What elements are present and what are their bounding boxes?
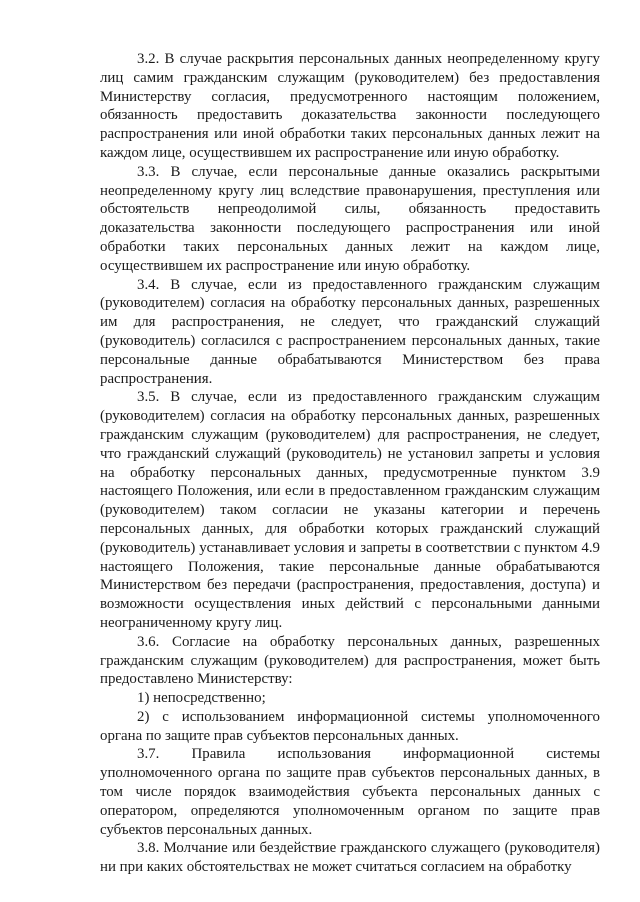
paragraph-3-7: 3.7. Правила использования информационной системы уполномоченного органа по защите прав субъектов персональных данных, в том числе порядок взаимодействия субъекта персональных данных с оператором, определяются уполномоченным органом по защите прав субъектов персональных данных. [100, 746, 600, 838]
paragraph-3-2: 3.2. В случае раскрытия персональных данных неопределенному кругу лиц самим гражданским служащим (руководителем) без предоставления Министерству согласия, предусмотренного настоящим положением, обязанность предоставить доказательства законности последующего распространения или иной обработки таких персональных данных лежит на каждом лице, осуществившем их распространение или иную обработку. [100, 51, 600, 161]
paragraph-3-6: 3.6. Согласие на обработку персональных данных, разрешенных гражданским служащим (руководителем) для распространения, может быть предоставлено Министерству: [100, 633, 600, 688]
list-item-2: 2) с использованием информационной системы уполномоченного органа по защите прав субъектов персональных данных. [100, 708, 600, 744]
paragraph-3-3: 3.3. В случае, если персональные данные оказались раскрытыми неопределенному кругу лиц вследствие правонарушения, преступления или обстоятельств непреодолимой силы, обязанность предоставить доказательства законности последующего распространения или иной обработки таких персональных данных лежит на каждом лице, осуществившем их распространение или иную обработку. [100, 163, 600, 274]
document-page [100, 50, 600, 877]
paragraph-3-4: 3.4. В случае, если из предоставленного гражданским служащим (руководителем) согласия на обработку персональных данных, разрешенных им для распространения, не следует, что гражданский служащий (руководитель) согласился с распространением персональных данных, такие персональные данные обрабатываются Министерством без права распространения. [100, 276, 600, 387]
paragraph-3-5: 3.5. В случае, если из предоставленного гражданским служащим (руководителем) согласия на обработку персональных данных, разрешенных гражданским служащим (руководителем) для распространения, не следует, что гражданский служащий (руководитель) не установил запреты и условия на обработку персональных данных, предусмотренные пунктом 3.9 настоящего Положения, или если в предоставленном гражданским служащим (руководителем) таком согласии не указаны категории и перечень персональных данных, для обработки которых гражданский служащий (руководитель) устанавливает условия и запреты в соответствии с пунктом 4.9 настоящего Положения, такие персональные данные обрабатываются Министерством без передачи (распространения, предоставления, доступа) и возможности осуществления иных действий с персональными данными неограниченному кругу лиц. [100, 389, 600, 631]
list-item-1: 1) непосредственно; [137, 690, 266, 707]
paragraph-3-8: 3.8. Молчание или бездействие гражданского служащего (руководителя) ни при каких обстоятельствах не может считаться согласием на обработку [100, 840, 600, 876]
